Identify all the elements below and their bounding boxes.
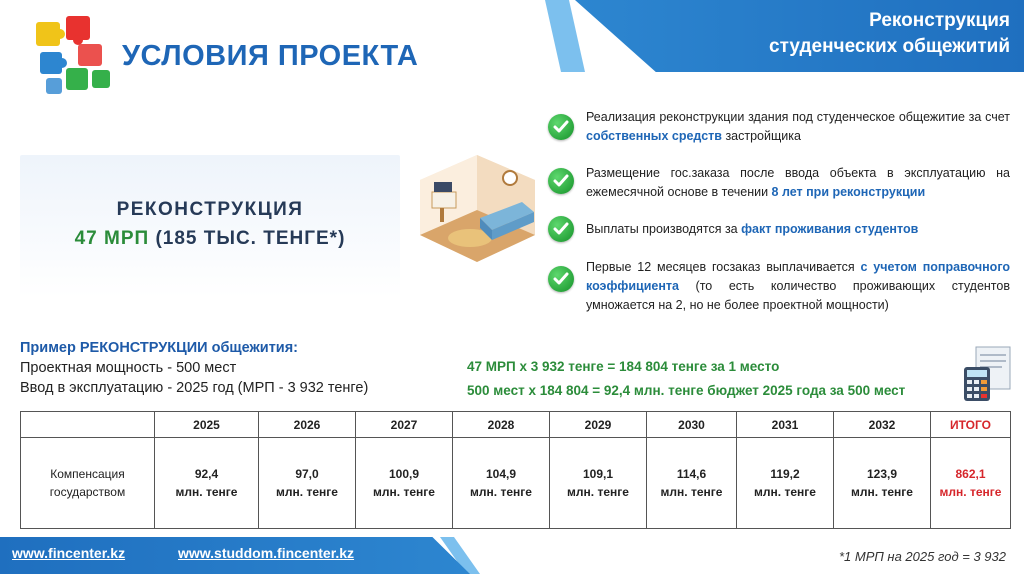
table-cell: 119,2 млн. тенге: [737, 438, 834, 529]
condition-highlight: собственных средств: [586, 129, 722, 143]
example-section: [20, 338, 460, 398]
banner-title: [690, 8, 1010, 60]
table-cell-total: 862,1 млн. тенге: [931, 438, 1011, 529]
example-capacity: Проектная мощность - 500 мест: [20, 360, 237, 376]
table-header-cell: 2028: [453, 412, 550, 438]
table-row-label: Компенсация государством: [21, 438, 155, 529]
reconstruction-amount-note: (185 ТЫС. ТЕНГЕ*): [155, 228, 346, 249]
table-header-row: [21, 412, 1011, 438]
condition-highlight: факт проживания студентов: [741, 222, 919, 236]
table-header-total: ИТОГО: [931, 412, 1011, 438]
mrp-footnote: *1 МРП на 2025 год = 3 932: [839, 549, 1006, 564]
table-cell: 123,9 млн. тенге: [834, 438, 931, 529]
example-title: Пример РЕКОНСТРУКЦИИ общежития:: [20, 340, 299, 356]
reconstruction-label: РЕКОНСТРУКЦИЯ: [116, 199, 304, 220]
table-header-cell: 2030: [647, 412, 737, 438]
table-header-cell: 2032: [834, 412, 931, 438]
check-icon: [548, 168, 574, 194]
table-cell: 97,0 млн. тенге: [259, 438, 356, 529]
puzzle-logo-icon: [32, 14, 114, 96]
table-cell: 104,9 млн. тенге: [453, 438, 550, 529]
table-header-cell: 2026: [259, 412, 356, 438]
table-header-cell: [21, 412, 155, 438]
banner-title-line1: Реконструкция: [869, 10, 1010, 31]
example-commission: Ввод в эксплуатацию - 2025 год (МРП - 3 932 тенге): [20, 380, 369, 396]
condition-highlight: с учетом поправочного коэффициента: [586, 260, 1010, 293]
check-icon: [548, 266, 574, 292]
table-cell: 92,4 млн. тенге: [155, 438, 259, 529]
table-row: [21, 438, 1011, 529]
check-icon: [548, 216, 574, 242]
condition-text: Первые 12 месяцев госзаказ выплачивается с учетом поправочного коэффициента (то есть количество проживающих студентов умножается на 2, но не более проектной мощности): [586, 260, 1010, 312]
table-cell: 109,1 млн. тенге: [550, 438, 647, 529]
condition-text: Выплаты производятся за факт проживания студентов: [586, 222, 919, 236]
page-title: УСЛОВИЯ ПРОЕКТА: [122, 40, 419, 72]
table-header-cell: 2031: [737, 412, 834, 438]
table-cell: 114,6 млн. тенге: [647, 438, 737, 529]
calculation-line-1: 47 МРП х 3 932 тенге = 184 804 тенге за 1 место: [467, 359, 780, 374]
calculator-icon: [962, 345, 1014, 403]
compensation-table: [20, 411, 1011, 529]
check-icon: [548, 114, 574, 140]
banner-stripe: [545, 0, 585, 72]
reconstruction-amount: [20, 228, 400, 250]
calculation-line-2: 500 мест х 184 804 = 92,4 млн. тенге бюджет 2025 года за 500 мест: [467, 383, 906, 398]
table-header-cell: 2027: [356, 412, 453, 438]
table-header-cell: 2025: [155, 412, 259, 438]
condition-text: Размещение гос.заказа после ввода объекта в эксплуатацию на ежемесячной основе в течении 8 лет при реконструкции: [586, 166, 1010, 199]
reconstruction-amount-mrp: 47 МРП: [74, 228, 150, 249]
room-illustration: [410, 150, 545, 268]
banner-title-line2: студенческих общежитий: [769, 36, 1010, 57]
studdom-link[interactable]: www.studdom.fincenter.kz: [178, 545, 355, 561]
table-cell: 100,9 млн. тенге: [356, 438, 453, 529]
calculation-section: [467, 355, 967, 403]
table-header-cell: 2029: [550, 412, 647, 438]
fincenter-link[interactable]: www.fincenter.kz: [12, 545, 126, 561]
reconstruction-card: [20, 155, 400, 298]
condition-highlight: 8 лет при реконструкции: [771, 185, 926, 199]
condition-text: Реализация реконструкции здания под студенческое общежитие за счет собственных средств застройщика: [586, 110, 1010, 143]
